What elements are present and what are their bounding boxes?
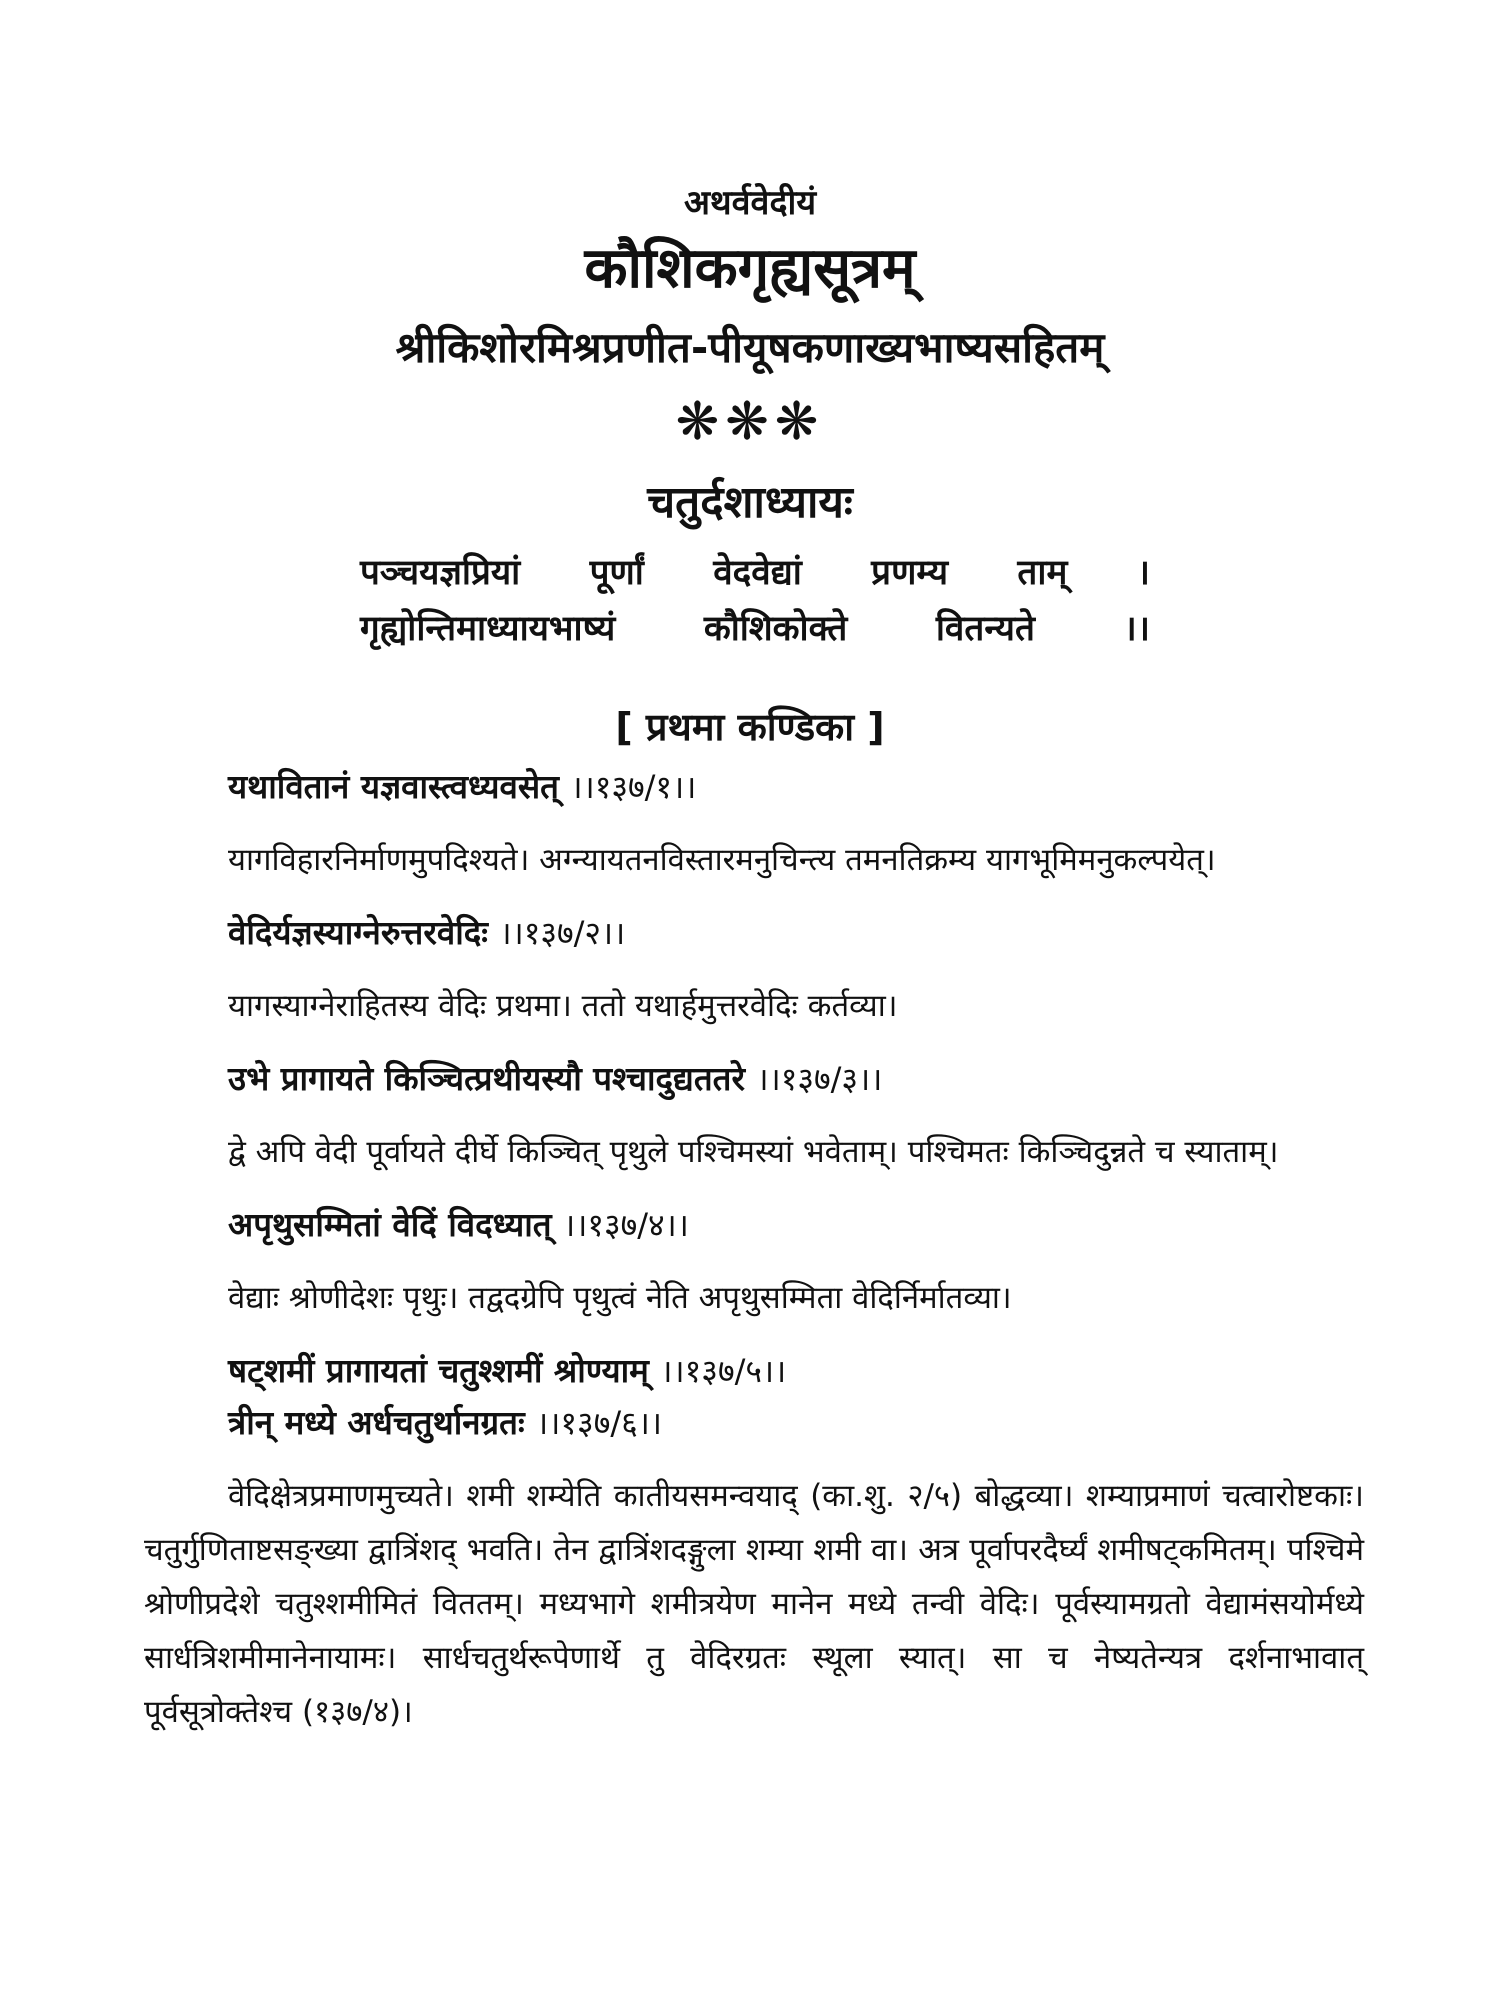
commentary-paragraph: वेद्याः श्रोणीदेशः पृथुः। तद्वदग्रेपि पृथुत्वं नेति अपृथुसम्मिता वेदिर्निर्मातव्या। <box>228 1280 1012 1316</box>
sutra-number: ।।१३७/६।। <box>536 1404 663 1442</box>
stars-ornament: ❋❋❋ <box>675 392 825 452</box>
commentary-paragraph: द्वे अपि वेदी पूर्वायते दीर्घे किञ्चित् पृथुले पश्चिमस्यां भवेताम्। पश्चिमतः किञ्चिदुन्नते च स्याताम्। <box>228 1134 1279 1170</box>
sutra-text: षट्शमीं प्रागायतां चतुश्शमीं श्रोण्याम् <box>228 1351 649 1390</box>
section-heading: [ प्रथमा कण्डिका ] <box>615 705 885 749</box>
invocation-verse-line-1: पञ्चयज्ञप्रियां पूर्णां वेदवेद्यां प्रणम्य ताम् । <box>360 553 1150 593</box>
commentary-paragraph: यागविहारनिर्माणमुपदिश्यते। अग्न्यायतनविस्तारमनुचिन्त्य तमनतिक्रम्य यागभूमिमनुकल्पयेत्। <box>228 842 1216 878</box>
sutra-text: अपृथुसम्मितां वेदिं विदध्यात् <box>228 1205 552 1244</box>
book-subtitle: श्रीकिशोरमिश्रप्रणीत-पीयूषकणाख्यभाष्यसहितम् <box>395 323 1105 372</box>
sutra-text: उभे प्रागायते किञ्चित्प्रथीयस्यौ पश्चादुद्यततरे <box>228 1059 745 1098</box>
commentary-paragraph: वेदिक्षेत्रप्रमाणमुच्यते। शमी शम्येति कातीयसमन्वयाद् (का.शु. २/५) बोद्धव्या। शम्याप्रमाणं चत्वारोष्टकाः। चतुर्गुणिताष्टसङ्ख्या द्वात्रिंशद् भवति। तेन द्वात्रिंशदङ्गुला शम्या शमी वा। अत्र पूर्वापरदैर्घ्यं शमीषट्कमितम्। पश्चिमे श्रोणीप्रदेशे चतुश्शमीमितं विततम्। मध्यभागे शमीत्रयेण मानेन मध्ये तन्वी वेदिः। पूर्वस्यामग्रतो वेद्यामंसयोर्मध्ये सार्धत्रिशमीमानेनायामः। सार्धचतुर्थरूपेणार्थे तु वेदिरग्रतः स्थूला स्यात्। सा च नेष्यतेन्यत्र दर्शनाभावात् पूर्वसूत्रोक्तेश्च (१३७/४)। <box>144 1478 1364 1730</box>
sutra-line <box>228 1401 1364 1445</box>
chapter-heading: चतुर्दशाध्यायः <box>647 477 853 528</box>
sutra-line <box>228 1203 1364 1247</box>
commentary-paragraph: यागस्याग्नेराहितस्य वेदिः प्रथमा। ततो यथार्हमुत्तरवेदिः कर्तव्या। <box>228 988 898 1024</box>
sutra-number: ।।१३७/३।। <box>756 1060 883 1098</box>
sutra-number: ।।१३७/१।। <box>570 768 697 806</box>
pretitle: अथर्ववेदीयं <box>683 183 817 223</box>
main-text <box>144 765 1364 1763</box>
sutra-line <box>228 765 1364 809</box>
sutra-text: त्रीन् मध्ये अर्धचतुर्थानग्रतः <box>228 1403 525 1442</box>
sutra-text: यथावितानं यज्ञवास्त्वध्यवसेत् <box>228 767 559 806</box>
sutra-number: ।।१३७/५।। <box>660 1352 787 1390</box>
sutra-line <box>228 1349 1364 1393</box>
book-title: कौशिकगृह्यसूत्रम् <box>584 236 916 301</box>
sutra-line <box>228 1057 1364 1101</box>
sutra-line <box>228 911 1364 955</box>
sutra-text: वेदिर्यज्ञस्याग्नेरुत्तरवेदिः <box>228 913 488 952</box>
sutra-number: ।।१३७/४।। <box>563 1206 689 1244</box>
sutra-number: ।।१३७/२।। <box>499 914 626 952</box>
invocation-verse-line-2: गृह्योन्तिमाध्यायभाष्यं कौशिकोक्ते वितन्यते ।। <box>360 609 1150 649</box>
